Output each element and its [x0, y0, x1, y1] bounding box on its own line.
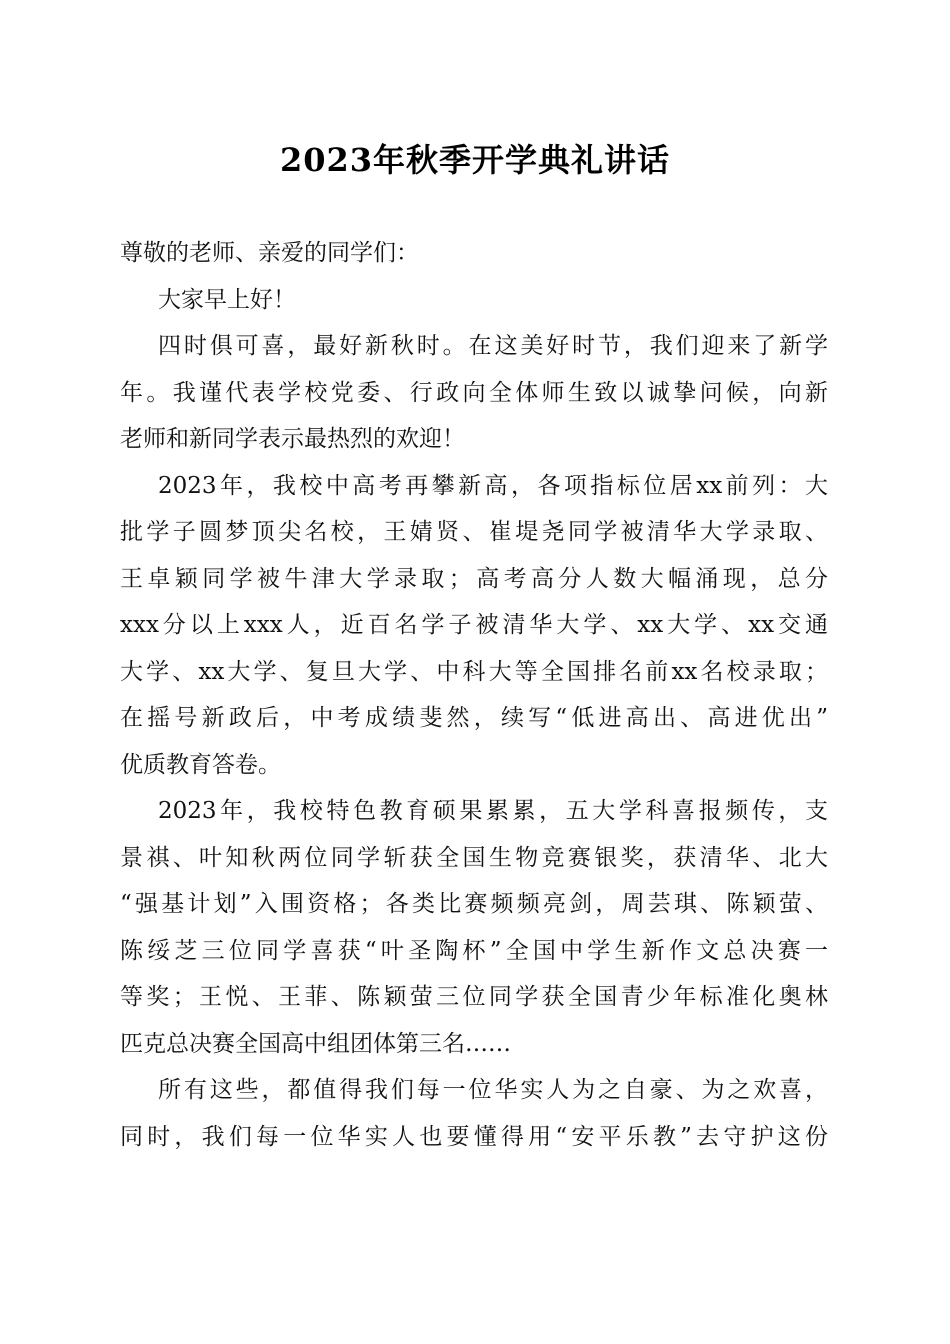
paragraph-line: 匹克总决赛全国高中组团体第三名…… [120, 1030, 511, 1057]
paragraph-line: 同时，我们每一位华实人也要懂得用“安平乐教”去守护这份 [120, 1123, 828, 1150]
paragraph-line: xxx分以上xxx人，近百名学子被清华大学、xx大学、xx交通 [120, 612, 828, 638]
paragraph-line: 大学、xx大学、复旦大学、中科大等全国排名前xx名校录取； [120, 658, 828, 685]
paragraph-line: 所有这些，都值得我们每一位华实人为之自豪、为之欢喜， [158, 1077, 828, 1103]
greeting-line: 大家早上好！ [158, 286, 296, 313]
paragraph-line: 景祺、叶知秋两位同学斩获全国生物竞赛银奖，获清华、北大 [120, 844, 828, 871]
paragraph-line: 批学子圆梦顶尖名校，王婧贤、崔堤尧同学被清华大学录取、 [120, 519, 828, 545]
paragraph-line: 等奖；王悦、王菲、陈颖萤三位同学获全国青少年标准化奥林 [120, 984, 828, 1010]
salutation-line: 尊敬的老师、亲爱的同学们： [120, 240, 419, 266]
paragraph-line: 在摇号新政后，中考成绩斐然，续写“低进高出、高进优出” [120, 705, 828, 731]
paragraph-line: 王卓颖同学被牛津大学录取；高考高分人数大幅涌现，总分 [120, 565, 828, 592]
paragraph-line: 2023年，我校中高考再攀新高，各项指标位居xx前列：大 [158, 472, 828, 499]
paragraph-line: 四时俱可喜，最好新秋时。在这美好时节，我们迎来了新学 [158, 333, 828, 359]
paragraph-line: 年。我谨代表学校党委、行政向全体师生致以诚挚问候，向新 [120, 379, 828, 406]
paragraph-line: “强基计划”入围资格；各类比赛频频亮剑，周芸琪、陈颖萤、 [120, 891, 828, 917]
document-title: 2023年秋季开学典礼讲话 [279, 141, 671, 179]
paragraph-line: 老师和新同学表示最热烈的欢迎！ [120, 426, 465, 452]
document-body [120, 230, 828, 1160]
paragraph-line: 优质教育答卷。 [120, 751, 281, 778]
paragraph-line: 陈绥芝三位同学喜获“叶圣陶杯”全国中学生新作文总决赛一 [120, 937, 828, 964]
paragraph-line: 2023年，我校特色教育硕果累累，五大学科喜报频传，支 [158, 798, 828, 824]
